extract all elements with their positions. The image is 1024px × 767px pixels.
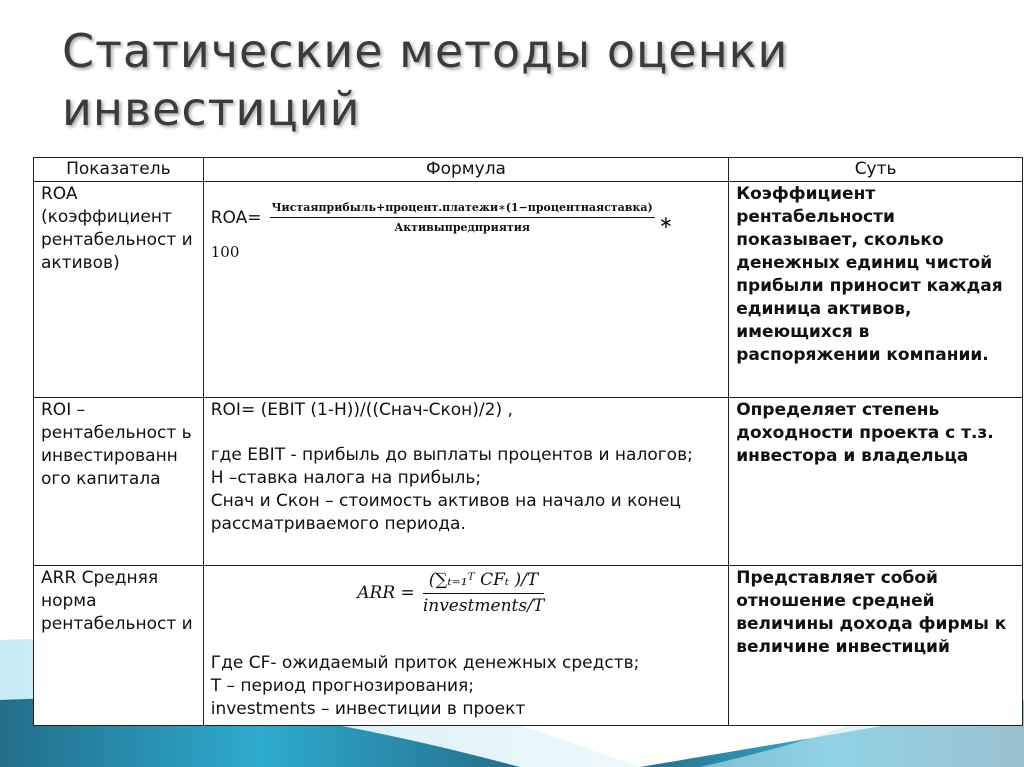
roa-formula	[211, 201, 723, 235]
methods-table	[33, 157, 1023, 726]
arr-period-definition: T – период прогнозирования;	[210, 676, 474, 696]
roi-formula-line: ROI= (EBIT (1-H))/((Снач-Скон)/2) ,	[210, 400, 513, 420]
arr-formula	[331, 569, 571, 618]
page-title: Статические методы оценки инвестиций	[62, 24, 789, 136]
roi-ebit-definition: где EBIT - прибыль до выплаты процентов и налогов;	[210, 445, 693, 465]
roa-numerator: Чистаяприбыль+процент.платежи∗(1−процентнаяставка)	[270, 201, 655, 218]
roa-formula-label: ROA=	[210, 207, 262, 228]
arr-numerator: (∑ₜ₌₁ᵀ CFₜ )/T	[423, 569, 544, 594]
roi-indicator: ROI – рентабельност ь инвестированн ого капитала	[34, 398, 204, 566]
arr-fraction	[423, 569, 544, 618]
roa-formula-tail: 100	[210, 243, 240, 261]
roa-essence: Коэффициент рентабельности показывает, сколько денежных единиц чистой прибыли приносит каждая единица активов, имеющихся в распоряжении компании.	[729, 182, 1023, 398]
header-indicator: Показатель	[34, 158, 204, 182]
roa-multiplier: ∗	[658, 212, 673, 233]
arr-indicator: ARR Средняя норма рентабельност и	[34, 566, 204, 726]
roi-essence: Определяет степень доходности проекта с т.з. инвестора и владельца	[729, 398, 1023, 566]
arr-denominator: investments/T	[422, 596, 545, 616]
roa-fraction	[270, 201, 655, 235]
roi-tax-definition: Н –ставка налога на прибыль;	[210, 468, 482, 488]
roa-denominator: Активыпредприятия	[394, 221, 530, 234]
roa-formula-cell	[203, 182, 729, 398]
arr-investments-definition: investments – инвестиции в проект	[210, 699, 526, 719]
arr-formula-cell	[203, 566, 729, 726]
arr-cf-definition: Где CF- ожидаемый приток денежных средств;	[210, 653, 640, 673]
table-row-roa	[34, 182, 1023, 398]
arr-essence: Представляет собой отношение средней величины дохода фирмы к величине инвестиций	[729, 566, 1023, 726]
table-row-roi	[34, 398, 1023, 566]
table-header-row	[34, 158, 1023, 182]
arr-formula-label: ARR =	[357, 583, 415, 603]
table-row-arr	[34, 566, 1023, 726]
roa-indicator: ROA (коэффициент рентабельност и активов)	[34, 182, 204, 398]
roi-assets-definition: Снач и Скон – стоимость активов на начало и конец рассматриваемого периода.	[210, 491, 681, 534]
header-formula: Формула	[203, 158, 729, 182]
roi-formula-cell	[203, 398, 729, 566]
header-essence: Суть	[729, 158, 1023, 182]
